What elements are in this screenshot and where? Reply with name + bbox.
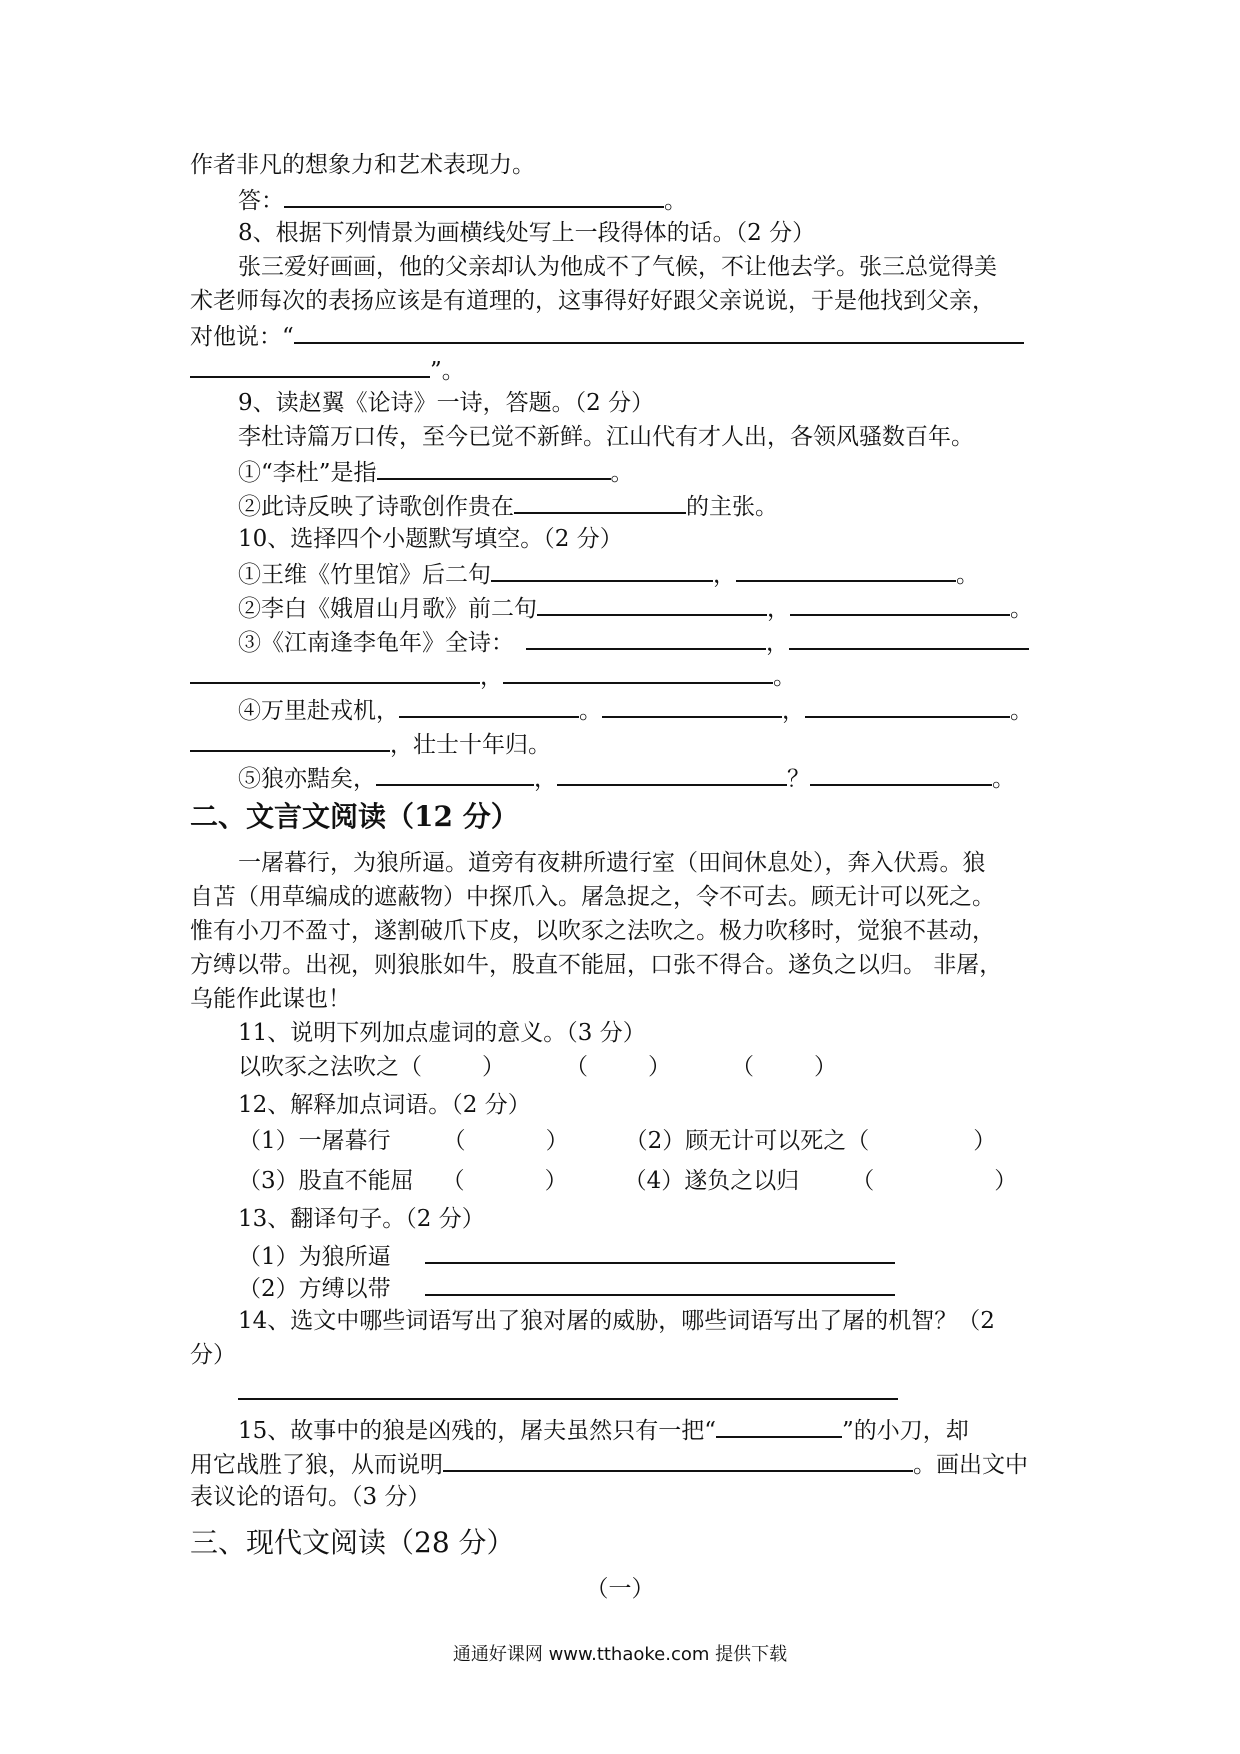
label: ②此诗反映了诗歌创作贵在 [238,494,514,520]
q8-text [190,354,465,386]
section-2-title: 二、文言文阅读（12 分） [190,800,519,833]
punct: 。 [1010,596,1033,622]
paren: ） [544,1168,568,1194]
label: （3）股直不能屈 [238,1168,414,1194]
question-10: 10、选择四个小题默写填空。（2 分） [238,526,623,552]
paren: （ [731,1054,754,1080]
punct: ， [534,766,557,792]
answer-label: 答： [238,188,284,214]
q10-e [238,762,1015,794]
punct: 。 [773,664,796,690]
blank[interactable] [425,1240,895,1264]
blank[interactable] [716,1414,842,1438]
question-11: 11、说明下列加点虚词的意义。（3 分） [238,1020,646,1046]
q8-label: 对他说：“ [190,324,294,350]
punct: 。 [610,460,634,486]
label: （4）遂负之以归 [623,1168,800,1194]
q10-b [238,592,1033,624]
blank[interactable] [377,456,611,480]
blank[interactable] [790,592,1010,616]
q10-c2 [190,660,796,692]
label: （1）为狼所逼 [238,1244,391,1270]
question-13: 13、翻译句子。（2 分） [238,1206,485,1232]
question-15 [238,1414,969,1446]
q9-b [238,490,778,522]
paren: ） [814,1054,837,1080]
blank[interactable] [425,1272,895,1296]
question-14: 14、选文中哪些词语写出了狼对屠的威胁，哪些词语写出了屠的机智？（2 [238,1308,995,1334]
label: ④万里赴戎机， [238,698,399,724]
paren: ） [482,1054,505,1080]
label: 的主张。 [686,494,778,520]
paren: ） [994,1168,1018,1194]
q12-row2 [238,1166,1017,1196]
q8-text: 术老师每次的表扬应该是有道理的，这事得好好跟父亲说说，于是他找到父亲， [190,288,995,314]
section-3-subtitle: （一） [585,1576,655,1602]
punct: 。 [1010,698,1033,724]
punct: ？ [787,766,810,792]
question-15-cont: 表议论的语句。（3 分） [190,1484,431,1510]
punct: ， [767,596,790,622]
section-3-title: 三、现代文阅读（28 分） [190,1526,515,1559]
answer-line [238,184,687,216]
blank[interactable] [789,626,1029,650]
punct: ， [766,630,789,656]
paren: （ [442,1128,466,1154]
blank[interactable] [399,694,579,718]
label: ”的小刀，却 [842,1418,969,1444]
label: ①王维《竹里馆》后二句 [238,562,491,588]
passage-line: 一屠暮行，为狼所逼。道旁有夜耕所遗行室（田间休息处），奔入伏焉。狼 [238,850,986,876]
punct: ”。 [430,358,465,384]
label: ②李白《娥眉山月歌》前二句 [238,596,537,622]
punct: ， [713,562,736,588]
q8-text [190,320,1024,352]
paren: ） [545,1128,569,1154]
passage-line: 惟有小刀不盈寸，遂割破爪下皮，以吹豕之法吹之。极力吹移时，觉狼不甚动， [190,918,995,944]
poem: 李杜诗篇万口传，至今已觉不新鲜。江山代有才人出，各领风骚数百年。 [238,424,974,450]
passage-line: 乌能作此谋也！ [190,986,351,1012]
punct: 。 [956,562,979,588]
q10-d2 [190,728,551,760]
label: 以吹豕之法吹之（ [238,1054,422,1080]
label: ，壮士十年归。 [390,732,551,758]
blank[interactable] [602,694,782,718]
passage-line: 自苫（用草编成的遮蔽物）中探爪入。屠急捉之，令不可去。顾无计可以死之。 [190,884,995,910]
blank[interactable] [443,1448,913,1472]
blank[interactable] [805,694,1010,718]
punct: 。 [664,188,687,214]
label: 15、故事中的狼是凶残的，屠夫虽然只有一把“ [238,1418,717,1444]
blank[interactable] [491,558,713,582]
q11-items [238,1052,837,1082]
blank[interactable] [736,558,956,582]
blank[interactable] [537,592,767,616]
q10-c [238,626,1029,658]
label: （2）方缚以带 [238,1276,391,1302]
label: 。画出文中 [913,1452,1028,1478]
question-12: 12、解释加点词语。（2 分） [238,1092,531,1118]
q10-d [238,694,1033,726]
blank[interactable] [514,490,686,514]
q13-1 [238,1240,895,1272]
blank[interactable] [810,762,992,786]
question-8: 8、根据下列情景为画横线处写上一段得体的话。（2 分） [238,220,816,246]
footer-credit: 通通好课网 www.tthaoke.com 提供下载 [452,1644,788,1665]
label: ③《江南逢李龟年》全诗： [238,630,514,656]
q14-answer [238,1376,898,1408]
label: （1）一屠暮行 [238,1128,391,1154]
blank[interactable] [526,626,766,650]
punct: ， [480,664,503,690]
blank[interactable] [557,762,787,786]
q8-text: 张三爱好画画，他的父亲却认为他成不了气候，不让他去学。张三总觉得美 [238,254,997,280]
label: ①“李杜”是指 [238,460,377,486]
q9-a [238,456,634,488]
passage-line: 方缚以带。出视，则狼胀如牛，股直不能屈，口张不得合。遂负之以归。 非屠， [190,952,1003,978]
q10-a [238,558,979,590]
q13-2 [238,1272,895,1304]
text-line: 作者非凡的想象力和艺术表现力。 [190,152,535,178]
paren: （ [565,1054,588,1080]
punct: 。 [579,698,602,724]
blank[interactable] [190,354,430,378]
label: ⑤狼亦黠矣， [238,766,376,792]
blank[interactable] [190,728,390,752]
q12-row1 [238,1126,996,1156]
paren: （ [851,1168,875,1194]
label: 用它战胜了狼，从而说明 [190,1452,443,1478]
blank[interactable] [190,660,480,684]
question-14-cont: 分） [190,1342,236,1368]
blank[interactable] [238,1376,898,1400]
blank[interactable] [294,320,1024,344]
punct: ， [782,698,805,724]
paren: （ [441,1168,465,1194]
blank[interactable] [284,184,664,208]
question-15-cont [190,1448,1028,1480]
blank[interactable] [503,660,773,684]
paren: ） [973,1128,997,1154]
blank[interactable] [376,762,534,786]
punct: 。 [992,766,1015,792]
question-9: 9、读赵翼《论诗》一诗，答题。（2 分） [238,390,655,416]
paren: ） [648,1054,671,1080]
label: （2）顾无计可以死之（ [624,1128,870,1154]
